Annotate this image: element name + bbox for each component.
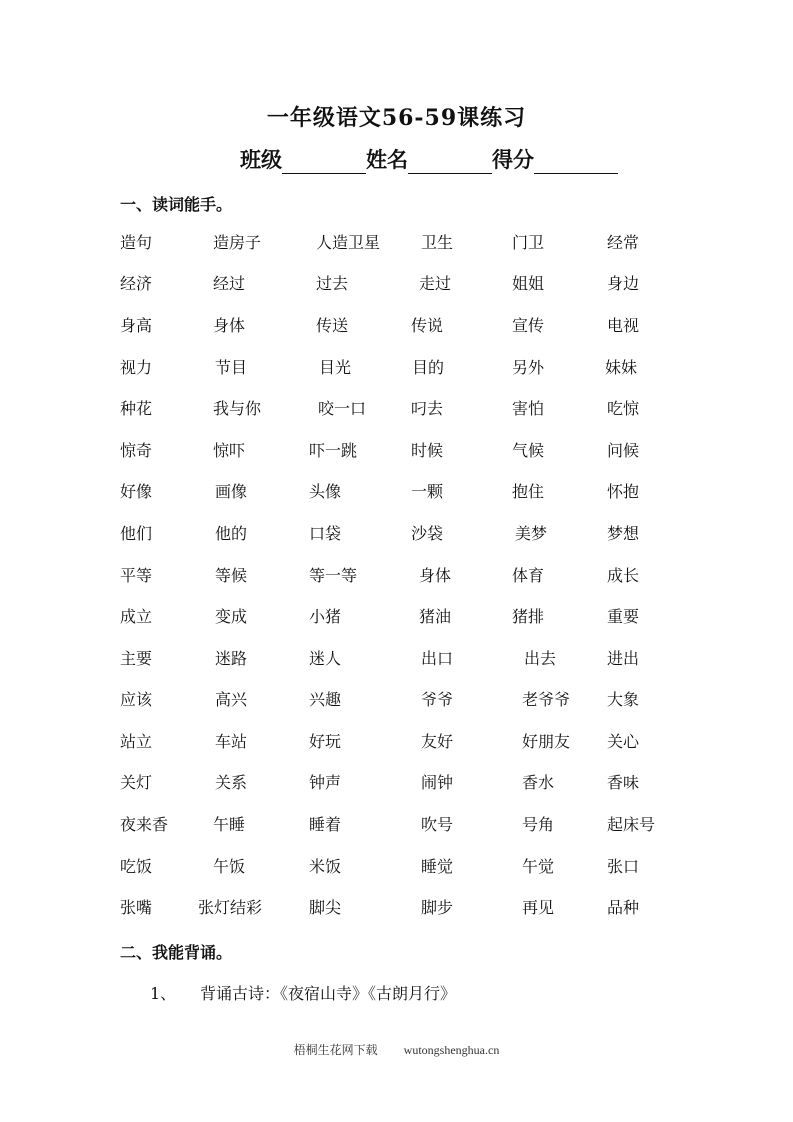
- word-cell: 成立: [120, 607, 153, 626]
- word-cell: 好像: [120, 482, 153, 501]
- word-cell: 时候: [411, 441, 444, 460]
- word-cell: 号角: [522, 815, 555, 834]
- word-cell: 问候: [607, 441, 640, 460]
- word-cell: 爷爷: [421, 690, 454, 709]
- word-cell: 出口: [421, 649, 454, 668]
- word-cell: 梦想: [607, 524, 640, 543]
- word-cell: 出去: [524, 649, 557, 668]
- word-cell: 迷路: [215, 649, 248, 668]
- word-cell: 身边: [607, 274, 640, 293]
- recite-item-text: 背诵古诗：《夜宿山寺》《古朗月行》: [200, 984, 457, 1003]
- word-cell: 小猪: [309, 607, 342, 626]
- recite-item-number: 1、: [150, 984, 177, 1003]
- student-info-line: [240, 144, 618, 174]
- word-cell: 猪排: [512, 607, 545, 626]
- word-cell: 睡着: [309, 815, 342, 834]
- word-cell: 睡觉: [421, 857, 454, 876]
- name-blank-field[interactable]: [408, 149, 492, 174]
- word-cell: 造房子: [213, 233, 262, 252]
- word-cell: 惊奇: [120, 441, 153, 460]
- word-cell: 害怕: [512, 399, 545, 418]
- word-cell: 经常: [607, 233, 640, 252]
- word-cell: 他的: [215, 524, 248, 543]
- class-blank-field[interactable]: [282, 149, 366, 174]
- word-cell: 进出: [607, 649, 640, 668]
- word-cell: 关系: [215, 773, 248, 792]
- word-cell: 米饭: [309, 857, 342, 876]
- word-cell: 香味: [607, 773, 640, 792]
- word-cell: 经过: [213, 274, 246, 293]
- word-cell: 主要: [120, 649, 153, 668]
- word-cell: 张口: [607, 857, 640, 876]
- word-cell: 品种: [607, 898, 640, 917]
- word-cell: 重要: [607, 607, 640, 626]
- word-cell: 怀抱: [607, 482, 640, 501]
- name-label: 姓名: [366, 147, 408, 172]
- word-cell: 应该: [120, 690, 153, 709]
- word-cell: 抱住: [512, 482, 545, 501]
- word-cell: 目的: [412, 358, 445, 377]
- word-cell: 姐姐: [512, 274, 545, 293]
- word-cell: 人造卫星: [316, 233, 381, 252]
- word-cell: 高兴: [215, 690, 248, 709]
- word-cell: 吃饭: [120, 857, 153, 876]
- word-cell: 视力: [120, 358, 153, 377]
- word-cell: 夜来香: [120, 815, 169, 834]
- word-cell: 兴趣: [309, 690, 342, 709]
- word-cell: 好朋友: [522, 732, 571, 751]
- word-cell: 咬一口: [318, 399, 367, 418]
- score-blank-field[interactable]: [534, 149, 618, 174]
- footer: [0, 1041, 793, 1058]
- word-cell: 好玩: [309, 732, 342, 751]
- word-cell: 气候: [512, 441, 545, 460]
- word-cell: 种花: [120, 399, 153, 418]
- word-cell: 午睡: [213, 815, 246, 834]
- word-cell: 关心: [607, 732, 640, 751]
- word-cell: 起床号: [607, 815, 656, 834]
- word-cell: 老爷爷: [522, 690, 571, 709]
- word-cell: 友好: [421, 732, 454, 751]
- word-cell: 过去: [316, 274, 349, 293]
- word-cell: 站立: [120, 732, 153, 751]
- word-cell: 午觉: [522, 857, 555, 876]
- word-cell: 传说: [411, 316, 444, 335]
- word-cell: 吓一跳: [309, 441, 358, 460]
- word-cell: 他们: [120, 524, 153, 543]
- word-cell: 等一等: [309, 566, 358, 585]
- word-cell: 车站: [215, 732, 248, 751]
- footer-site-url: wutongshenghua.cn: [403, 1043, 500, 1057]
- word-cell: 脚尖: [309, 898, 342, 917]
- class-label: 班级: [240, 147, 282, 172]
- word-cell: 经济: [120, 274, 153, 293]
- word-cell: 再见: [522, 898, 555, 917]
- word-cell: 成长: [607, 566, 640, 585]
- word-cell: 身体: [213, 316, 246, 335]
- word-cell: 身体: [419, 566, 452, 585]
- word-cell: 叼去: [411, 399, 444, 418]
- word-cell: 午饭: [213, 857, 246, 876]
- word-cell: 造句: [120, 233, 153, 252]
- word-cell: 张灯结彩: [198, 898, 263, 917]
- word-cell: 宣传: [512, 316, 545, 335]
- word-cell: 身高: [120, 316, 153, 335]
- word-cell: 另外: [512, 358, 545, 377]
- word-cell: 体育: [512, 566, 545, 585]
- word-cell: 目光: [319, 358, 352, 377]
- word-cell: 传送: [316, 316, 349, 335]
- word-cell: 香水: [522, 773, 555, 792]
- recite-item: [150, 981, 456, 1004]
- word-cell: 吃惊: [607, 399, 640, 418]
- word-cell: 美梦: [515, 524, 548, 543]
- word-cell: 闹钟: [421, 773, 454, 792]
- footer-site-name: 梧桐生花网下载: [293, 1043, 378, 1057]
- word-cell: 画像: [215, 482, 248, 501]
- word-cell: 我与你: [213, 399, 262, 418]
- word-cell: 口袋: [309, 524, 342, 543]
- page-title: 一年级语文56-59课练习: [266, 105, 527, 131]
- word-cell: 惊吓: [213, 441, 246, 460]
- word-cell: 节目: [215, 358, 248, 377]
- word-cell: 卫生: [421, 233, 454, 252]
- score-label: 得分: [492, 147, 534, 172]
- word-cell: 钟声: [309, 773, 342, 792]
- word-cell: 门卫: [512, 233, 545, 252]
- word-cell: 猪油: [419, 607, 452, 626]
- word-cell: 平等: [120, 566, 153, 585]
- word-cell: 一颗: [411, 482, 444, 501]
- word-cell: 走过: [419, 274, 452, 293]
- word-cell: 头像: [309, 482, 342, 501]
- word-cell: 等候: [215, 566, 248, 585]
- word-cell: 吹号: [421, 815, 454, 834]
- word-cell: 妹妹: [605, 358, 638, 377]
- word-cell: 电视: [607, 316, 640, 335]
- section-2-heading: 二、我能背诵。: [120, 943, 233, 962]
- word-cell: 迷人: [309, 649, 342, 668]
- word-cell: 沙袋: [411, 524, 444, 543]
- word-cell: 脚步: [421, 898, 454, 917]
- word-cell: 张嘴: [120, 898, 153, 917]
- section-1-heading: 一、读词能手。: [120, 195, 233, 214]
- word-cell: 大象: [607, 690, 640, 709]
- word-cell: 关灯: [120, 773, 153, 792]
- word-cell: 变成: [215, 607, 248, 626]
